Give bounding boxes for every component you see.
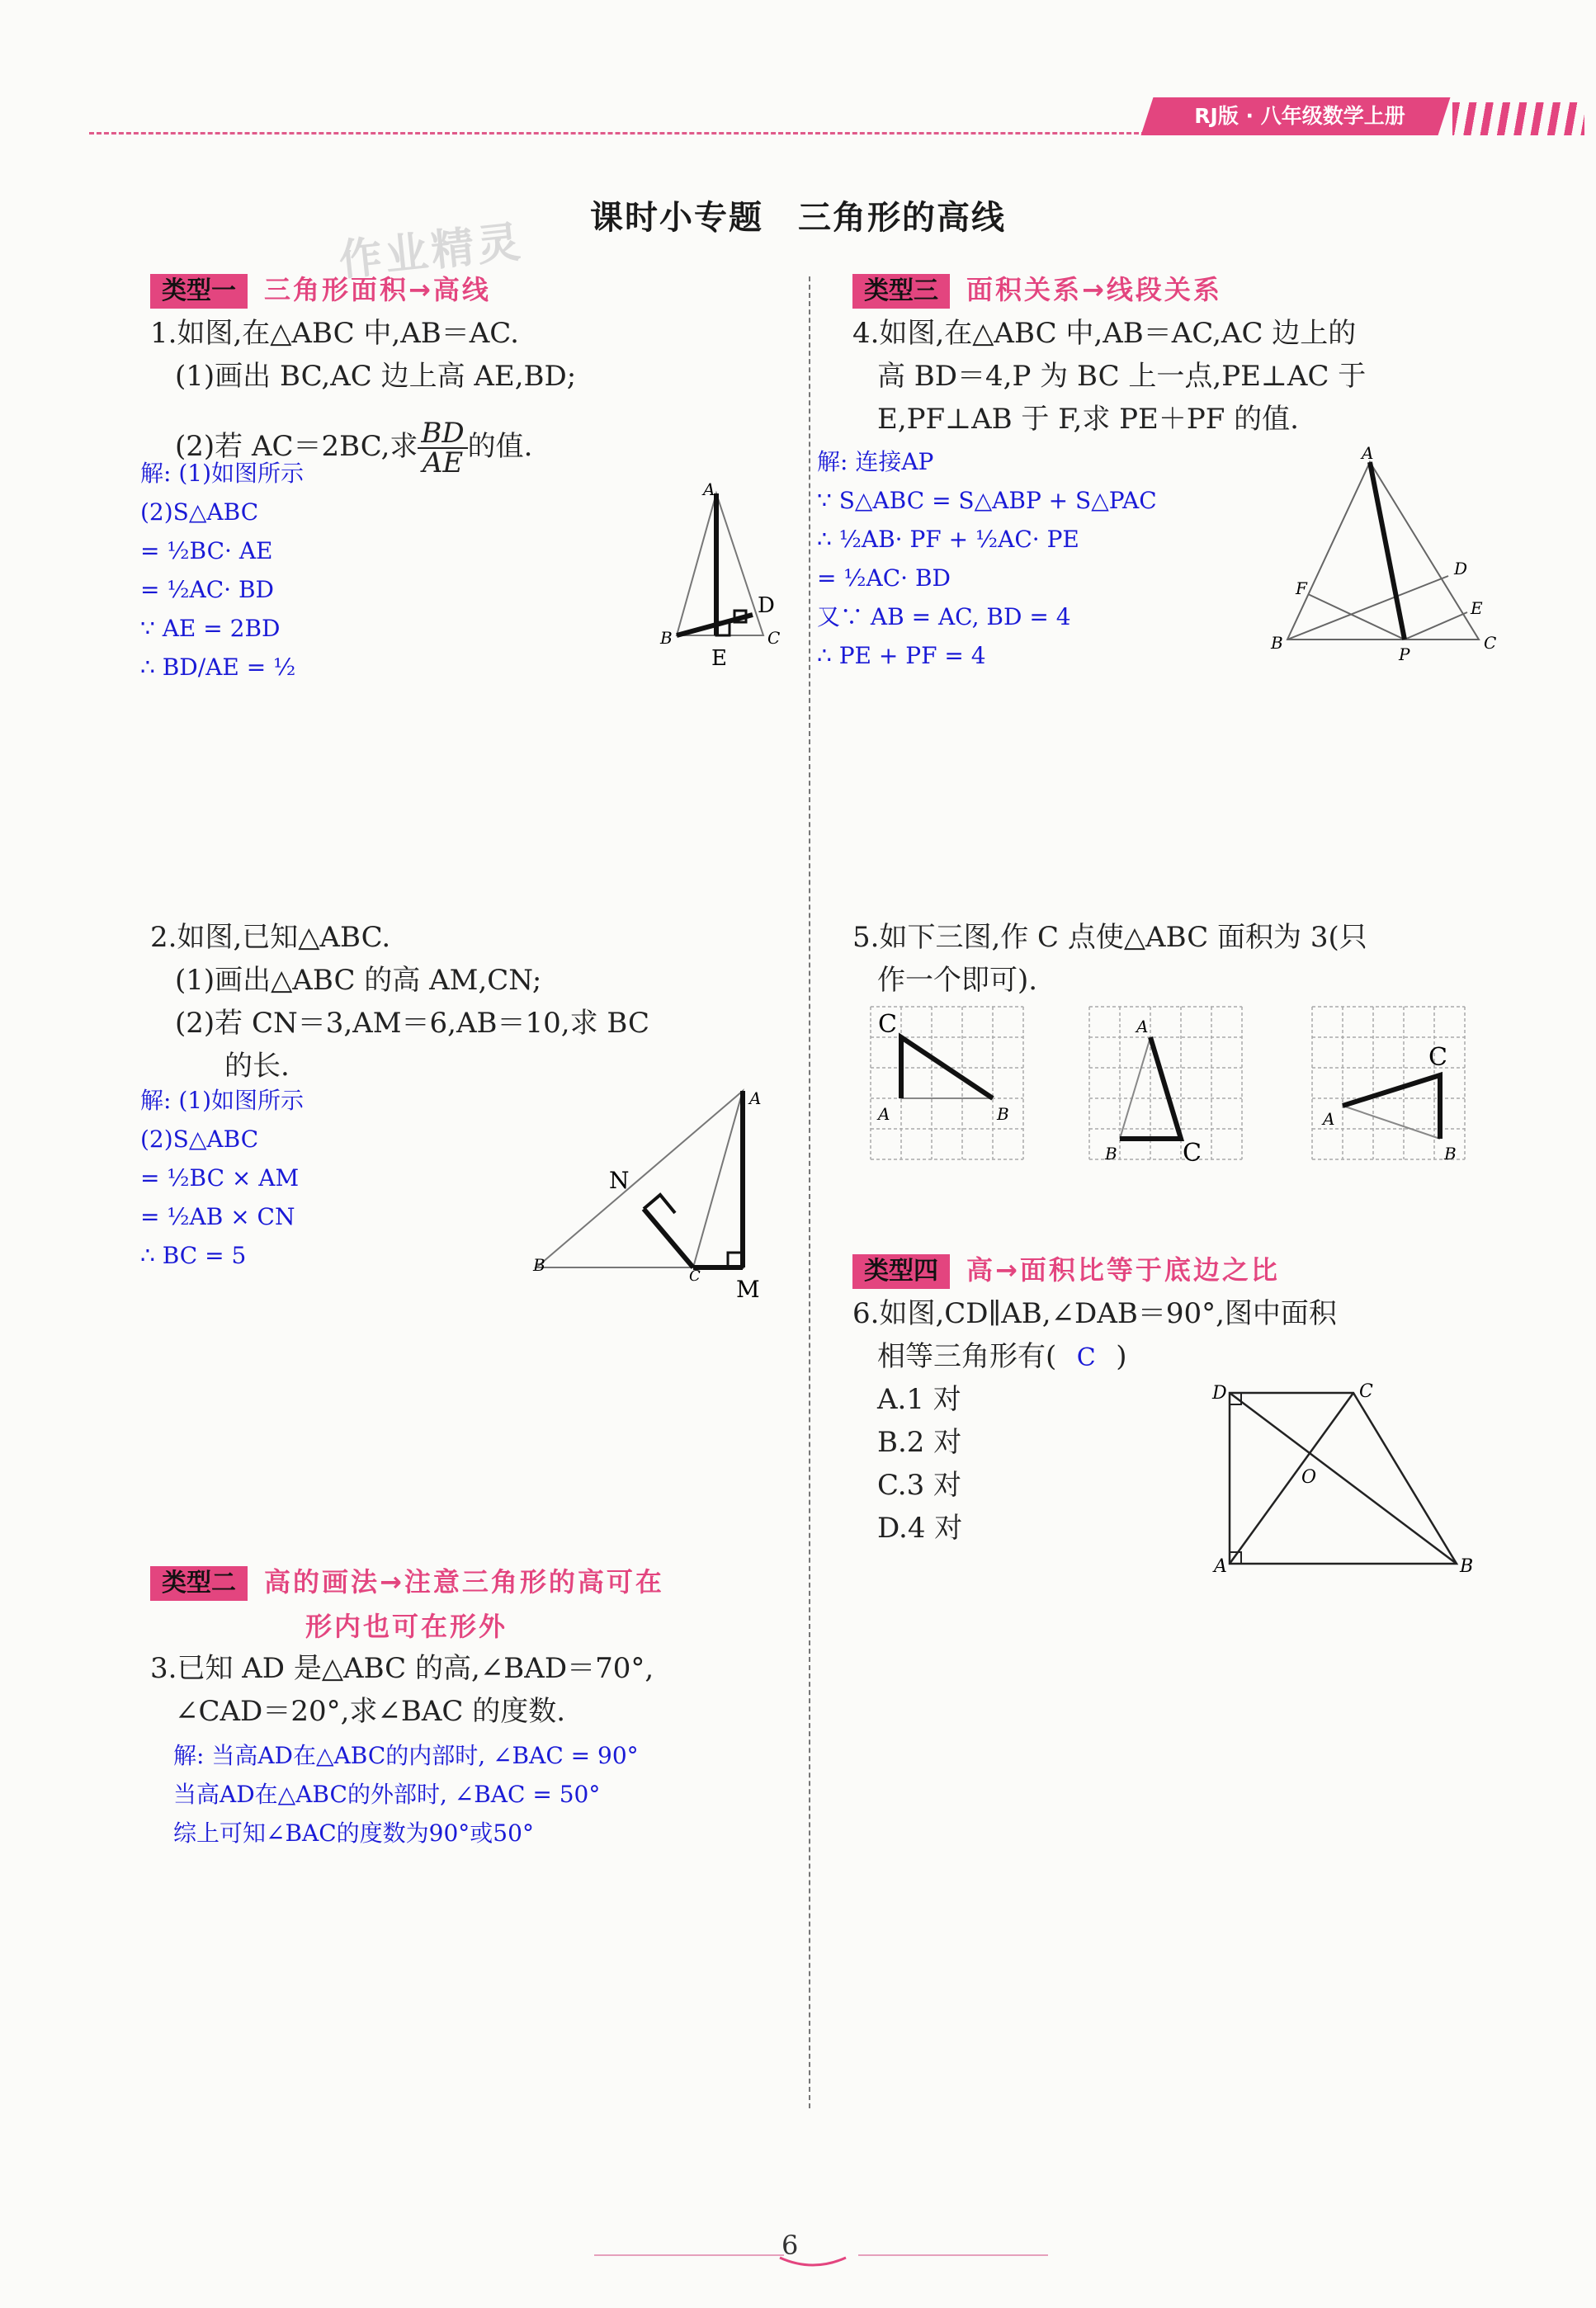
q1-ans-2: = ½BC· AE [140, 537, 273, 564]
q1-fraction [418, 419, 467, 477]
q5-grid-1 [866, 1003, 1032, 1176]
q5-g3-B: B [1444, 1144, 1457, 1163]
q6-option-b: B.2 对 [877, 1426, 962, 1459]
type2-title-line1: 高的画法→注意三角形的高可在 [264, 1566, 664, 1598]
q5-line1: 5.如下三图,作 C 点使△ABC 面积为 3(只 [852, 921, 1367, 954]
q1-fig-A: A [703, 479, 715, 499]
q1-ans-5: ∴ BD/AE = ½ [140, 654, 296, 681]
q1-line1: 1.如图,在△ABC 中,AB＝AC. [150, 317, 519, 350]
q5-g1-B: B [997, 1104, 1009, 1124]
q6-line1: 6.如图,CD∥AB,∠DAB＝90°,图中面积 [852, 1297, 1337, 1330]
watermark: 作业精灵 [337, 217, 526, 286]
q5-g3-C: C [1428, 1043, 1447, 1072]
q3-line1: 3.已知 AD 是△ABC 的高,∠BAD＝70°, [150, 1652, 654, 1685]
q2-ans-4: ∴ BC = 5 [140, 1242, 247, 1269]
q1-fig-E: E [711, 646, 727, 671]
q4-line2: 高 BD＝4,P 为 BC 上一点,PE⊥AC 于 [877, 360, 1367, 393]
q2-figure [520, 1073, 784, 1312]
q6-fig-D: D [1212, 1383, 1227, 1404]
q4-ans-4: 又∵ AB = AC, BD = 4 [817, 603, 1071, 630]
q5-g2-A: A [1136, 1017, 1149, 1036]
q1-fig-D: D [758, 593, 775, 618]
q3-line2: ∠CAD＝20°,求∠BAC 的度数. [175, 1695, 566, 1728]
q5-grid-3 [1308, 1003, 1473, 1176]
q5-g1-C: C [878, 1010, 897, 1039]
column-divider [809, 276, 810, 2108]
type1-badge: 类型一 [150, 274, 248, 309]
q4-answer [817, 442, 1157, 675]
type4-title: 高→面积比等于底边之比 [966, 1254, 1280, 1286]
q5-grid-2 [1085, 1003, 1250, 1176]
q6-line2 [877, 1335, 1127, 1380]
q4-fig-A: A [1362, 443, 1374, 463]
q2-line3: (2)若 CN＝3,AM＝6,AB＝10,求 BC [175, 1007, 650, 1040]
q1-ans-3: = ½AC· BD [140, 576, 274, 603]
q4-fig-B: B [1271, 633, 1283, 653]
q6-fig-O: O [1301, 1467, 1317, 1488]
q6-fig-B: B [1460, 1556, 1474, 1577]
q2-ans-1: (2)S△ABC [140, 1126, 259, 1153]
q3-ans-1: 当高AD在△ABC的外部时, ∠BAC = 50° [173, 1781, 601, 1808]
q1-line3-post: 的值. [467, 430, 533, 463]
q2-line4: 的长. [224, 1050, 290, 1083]
q6-answer: C [1076, 1343, 1096, 1372]
q2-ans-0: 解: (1)如图所示 [140, 1087, 304, 1114]
q2-line2: (1)画出△ABC 的高 AM,CN; [175, 964, 542, 997]
q5-g1-A: A [878, 1104, 890, 1124]
q4-ans-1: ∵ S△ABC = S△ABP + S△PAC [817, 487, 1157, 514]
page-number: 6 [781, 2230, 799, 2261]
q5-line2: 作一个即可). [877, 964, 1038, 997]
q4-ans-2: ∴ ½AB· PF + ½AC· PE [817, 526, 1079, 553]
q3-answer [173, 1736, 639, 1853]
q4-fig-E: E [1471, 598, 1483, 618]
q4-ans-5: ∴ PE + PF = 4 [817, 642, 986, 669]
q2-fig-B: B [533, 1255, 545, 1275]
q3-ans-0: 解: 当高AD在△ABC的内部时, ∠BAC = 90° [173, 1742, 639, 1769]
q1-fig-C: C [767, 628, 781, 648]
q6-option-a: A.1 对 [877, 1383, 961, 1416]
q2-fig-A: A [749, 1088, 762, 1108]
q1-ans-4: ∵ AE = 2BD [140, 615, 281, 642]
q4-fig-P: P [1399, 644, 1410, 664]
q4-fig-D: D [1454, 559, 1468, 578]
q4-fig-C: C [1484, 633, 1497, 653]
q4-line3: E,PF⊥AB 于 F,求 PE＋PF 的值. [877, 403, 1299, 436]
q1-frac-num: BD [418, 419, 467, 449]
q4-ans-0: 解: 连接AP [817, 448, 934, 475]
type1-title: 三角形面积→高线 [264, 274, 491, 305]
q4-ans-3: = ½AC· BD [817, 564, 951, 592]
type3-title: 面积关系→线段关系 [966, 274, 1222, 305]
q2-ans-3: = ½AB × CN [140, 1203, 295, 1230]
type1-label [150, 272, 491, 307]
header-stripes [1452, 102, 1584, 135]
q2-ans-2: = ½BC × AM [140, 1164, 300, 1192]
header-badge: RJ版 · 八年级数学上册 [1194, 104, 1405, 128]
type3-badge: 类型三 [852, 274, 950, 309]
q1-figure [652, 479, 792, 685]
footer-line-left [594, 2254, 784, 2256]
q3-ans-2: 综上可知∠BAC的度数为90°或50° [173, 1819, 534, 1847]
q5-g2-C: C [1183, 1139, 1202, 1168]
q6-fig-C: C [1359, 1381, 1373, 1402]
q6-line2-post: ) [1116, 1340, 1127, 1373]
q6-line2-pre: 相等三角形有( [877, 1340, 1057, 1373]
q1-ans-0: 解: (1)如图所示 [140, 460, 304, 487]
q6-figure [1201, 1374, 1490, 1588]
q5-g3-A: A [1323, 1109, 1335, 1129]
q4-figure [1263, 437, 1510, 677]
q2-line1: 2.如图,已知△ABC. [150, 921, 391, 954]
q2-answer [140, 1081, 304, 1275]
q5-g2-B: B [1105, 1144, 1117, 1163]
q4-line1: 4.如图,在△ABC 中,AB＝AC,AC 边上的 [852, 317, 1357, 350]
q6-fig-A: A [1214, 1556, 1227, 1577]
q1-line2: (1)画出 BC,AC 边上高 AE,BD; [175, 360, 577, 393]
page-title: 课时小专题 三角形的高线 [590, 199, 1006, 237]
type2-title-line2: 形内也可在形外 [305, 1611, 508, 1642]
q1-answer [140, 454, 304, 687]
q6-option-d: D.4 对 [877, 1512, 963, 1545]
header-dashed-line [89, 132, 1154, 135]
q4-fig-F: F [1296, 578, 1307, 598]
q6-option-c: C.3 对 [877, 1469, 962, 1502]
type2-badge: 类型二 [150, 1566, 248, 1601]
q1-frac-den: AE [422, 446, 464, 479]
footer-line-right [858, 2254, 1048, 2256]
q2-fig-C: C [689, 1267, 701, 1285]
q2-fig-N: N [609, 1167, 630, 1194]
type2-label [150, 1565, 664, 1599]
type3-label [852, 272, 1222, 307]
q2-fig-M: M [736, 1276, 760, 1303]
type4-badge: 类型四 [852, 1254, 950, 1289]
type4-label [852, 1253, 1280, 1287]
q1-ans-1: (2)S△ABC [140, 498, 259, 526]
q1-fig-B: B [660, 628, 673, 648]
q1-line3-pre: (2)若 AC＝2BC,求 [175, 430, 418, 463]
